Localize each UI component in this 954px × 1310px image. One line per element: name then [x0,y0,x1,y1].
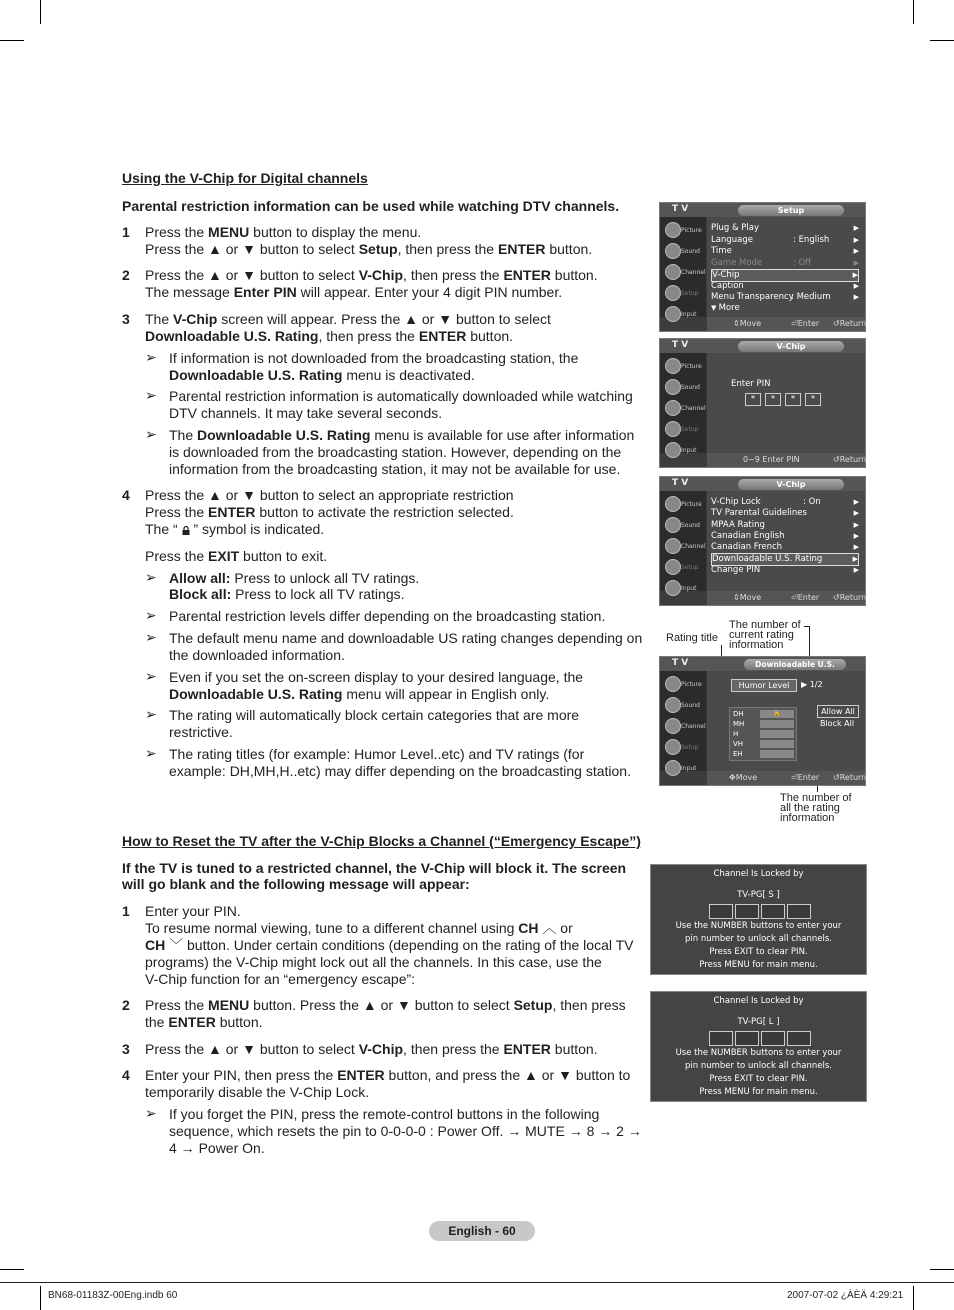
rating-cell[interactable] [760,740,794,748]
osd-side-sound[interactable]: Sound [663,242,703,260]
move-hint: ⇕ Move [733,593,762,602]
rating-title-field[interactable]: Humor Level [731,679,797,692]
locked-channel-screen [650,864,867,975]
enter-hint: ⏎ Enter [791,319,820,328]
note-text: The rating titles (for example: Humor Level..etc) and TV ratings (for [169,746,585,762]
osd-menu-item[interactable]: Language : English ▶ [711,235,859,245]
osd-menu-item-selected[interactable]: V-Chip ▶ [712,270,858,280]
picture-icon [665,358,681,374]
crop-mark [913,1286,914,1310]
footer-file: BN68-01183Z-00Eng.indb 60 [48,1290,178,1301]
osd-side-setup[interactable]: Setup [663,738,703,756]
note-text: Parental restriction levels differ depending on the broadcasting station. [169,608,606,624]
input-icon [665,442,681,458]
step-text: Press the ▲ or ▼ button to select Setup, then press the ENTER button. [145,241,593,257]
setup-icon [665,739,681,755]
return-hint: ↺ Return [833,773,867,782]
step-number: 2 [122,997,130,1013]
osd-tv-label: T V [672,204,689,214]
rating-item[interactable]: VH [733,740,744,748]
setup-icon [665,559,681,575]
rating-item[interactable]: EH [733,750,743,758]
step-text: Downloadable U.S. Rating, then press the ENTER button. [145,328,514,344]
note-text: restrictive. [169,724,233,740]
osd-side-channel[interactable]: Channel [663,399,703,417]
step-number: 1 [122,224,130,240]
rating-item[interactable]: MH [733,720,745,728]
osd-title: Downloadable U.S. [744,659,846,670]
input-icon [665,580,681,596]
step-text: The “ ” symbol is indicated. [145,521,325,537]
step-number: 4 [122,487,130,503]
osd-menu-item[interactable]: MPAA Rating ▶ [711,520,859,530]
osd-side-picture[interactable]: Picture [663,495,703,513]
step-number: 3 [122,311,130,327]
note-text: Even if you set the on-screen display to your desired language, the [169,669,584,685]
osd-pin-menu [659,338,866,468]
section-intro: will go blank and the following message will appear: [122,876,470,892]
move-hint: ✥ Move [729,773,758,782]
note-text: Downloadable U.S. Rating menu will appear in English only. [169,686,550,702]
step-text: Press the ▲ or ▼ button to select V-Chip, then press the ENTER button. [145,267,598,283]
osd-side-channel[interactable]: Channel [663,537,703,555]
osd-sidebar [660,671,706,771]
note-text: If information is not downloaded from the broadcasting station, the [169,350,579,366]
channel-icon [665,538,681,554]
note-arrow-icon: ➢ [145,629,157,645]
note-text: Allow all: Press to unlock all TV ratings. [169,570,420,586]
note-text: information from the broadcasting station, it may not be available for use. [169,461,621,477]
note-arrow-icon: ➢ [145,426,157,442]
pin-digit-box[interactable] [709,904,733,919]
lock-message: Press EXIT to clear PIN. [709,947,808,957]
callout-all-rating: The number of all the rating information [780,792,852,824]
lock-message: Use the NUMBER buttons to enter your [675,1048,842,1058]
pin-digit-box[interactable] [787,1031,811,1046]
osd-menu-item: Game Mode : Off ▶ [711,258,859,268]
osd-tv-label: T V [672,340,689,350]
osd-side-picture[interactable]: Picture [663,221,703,239]
allow-all-button[interactable]: Allow All [817,705,859,718]
note-arrow-icon: ➢ [145,349,157,365]
step-text: Enter your PIN. [145,903,241,919]
osd-side-sound[interactable]: Sound [663,378,703,396]
osd-menu-item[interactable]: ▼ More [711,303,740,313]
pin-digit-box[interactable] [761,904,785,919]
pin-hint: 0~9 Enter PIN [743,455,800,464]
osd-side-sound[interactable]: Sound [663,516,703,534]
step-text: The V-Chip screen will appear. Press the ▲ or ▼ button to select [145,311,551,327]
step-text: V-Chip function for an “emergency escape”: [145,971,416,987]
lock-message: Press MENU for main menu. [699,1087,818,1097]
step-text: the ENTER button. [145,1014,263,1030]
rating-cell[interactable] [760,730,794,738]
pin-label: Enter PIN [731,379,771,389]
note-text: is downloaded from the broadcasting station. However, depending on the [169,444,622,460]
osd-menu-item[interactable]: Menu Transparency : Medium ▶ [711,292,859,302]
rating-item[interactable]: DH [733,710,744,718]
pin-digit-box[interactable]: * [785,393,801,406]
osd-vchip-menu [659,476,866,606]
rating-item[interactable]: H [733,730,739,738]
osd-main [707,217,865,317]
lock-rating: TV-PG[ S ] [737,890,780,900]
step-text: Press the MENU button to display the menu. [145,224,422,240]
step-text: CH ﹀ button. Under certain conditions (depending on the rating of the local TV [145,937,634,953]
step-text: temporarily disable the V-Chip Lock. [145,1084,370,1100]
section-heading: Using the V-Chip for Digital channels [122,170,368,186]
input-icon [665,306,681,322]
crop-mark [930,40,954,41]
osd-title: Setup [738,205,844,216]
osd-side-input[interactable]: Input [663,759,703,777]
note-text: The rating will automatically block certain categories that are more [169,707,580,723]
osd-sidebar [660,353,706,453]
lock-message: Press MENU for main menu. [699,960,818,970]
callout-current-rating: The number of current rating information [729,619,801,651]
section-intro: If the TV is tuned to a restricted channel, the V-Chip will block it. The screen [122,860,627,876]
enter-hint: ⏎ Enter [791,593,820,602]
input-icon [665,760,681,776]
lock-message: pin number to unlock all channels. [685,1061,832,1071]
osd-footer [707,453,865,467]
lock-title: Channel Is Locked by [713,869,804,879]
chevron-down-icon: ﹀ [169,937,184,953]
picture-icon [665,496,681,512]
callout-rating-title: Rating title [666,632,718,644]
osd-menu-item[interactable]: Caption ▶ [711,281,859,291]
osd-menu-item[interactable]: TV Parental Guidelines ▶ [711,508,859,518]
sound-icon [665,697,681,713]
step-text: Press the ENTER button to activate the restriction selected. [145,504,514,520]
osd-title: V-Chip [738,479,844,490]
osd-rating-menu [659,656,866,786]
crop-mark [0,40,24,41]
footer-divider [0,1282,954,1283]
note-text: The default menu name and downloadable US rating changes depending on [169,630,643,646]
footer-date: 2007-07-02 ¿ÀÈÄ 4:29:21 [787,1290,904,1301]
note-text: sequence, which resets the pin to 0-0-0-0 : Power Off. → MUTE → 8 → 2 → [169,1123,642,1139]
page-number: English - 60 [429,1221,535,1241]
picture-icon [665,222,681,238]
note-text: Block all: Press to lock all TV ratings. [169,586,405,602]
locked-channel-screen [650,991,867,1102]
pin-digit-box[interactable]: * [765,393,781,406]
osd-footer [707,771,865,785]
lock-message: pin number to unlock all channels. [685,934,832,944]
channel-icon [665,264,681,280]
osd-side-picture[interactable]: Picture [663,357,703,375]
lock-rating: TV-PG[ L ] [737,1017,780,1027]
channel-icon [665,718,681,734]
osd-menu-item[interactable]: Plug & Play ▶ [711,223,859,233]
lock-icon[interactable]: 🔒 [760,710,794,718]
rating-cell[interactable] [760,750,794,758]
osd-side-setup[interactable]: Setup [663,420,703,438]
section-intro: Parental restriction information can be used while watching DTV channels. [122,198,620,214]
enter-hint: ⏎ Enter [791,773,820,782]
osd-header [660,339,865,353]
sound-icon [665,379,681,395]
osd-header [660,477,865,491]
osd-menu-item-selected[interactable]: Downloadable U.S. Rating ▶ [712,554,858,564]
note-arrow-icon: ➢ [145,607,157,623]
osd-header [660,203,865,217]
lock-message: Press EXIT to clear PIN. [709,1074,808,1084]
rating-cell[interactable] [760,720,794,728]
return-hint: ↺ Return [833,455,867,464]
osd-side-channel[interactable]: Channel [663,717,703,735]
osd-menu-item[interactable]: V-Chip Lock : On ▶ [711,497,859,507]
step-number: 2 [122,267,130,283]
osd-side-channel[interactable]: Channel [663,263,703,281]
note-text: DTV channels. It may take several seconds. [169,405,443,421]
pin-digit-box[interactable] [709,1031,733,1046]
return-hint: ↺ Return [833,319,867,328]
pin-digit-box[interactable] [787,904,811,919]
note-text: The Downloadable U.S. Rating menu is available for use after information [169,427,635,443]
step-number: 4 [122,1067,130,1083]
note-arrow-icon: ➢ [145,569,157,585]
step-text: Press the ▲ or ▼ button to select V-Chip, then press the ENTER button. [145,1041,598,1057]
osd-side-input[interactable]: Input [663,441,703,459]
pin-digit-box[interactable] [735,1031,759,1046]
rating-list [729,707,797,761]
osd-main [707,671,865,771]
note-text: If you forget the PIN, press the remote-control buttons in the following [169,1106,600,1122]
step-text: To resume normal viewing, tune to a different channel using CH ︿ or [145,920,573,936]
picture-icon [665,676,681,692]
channel-icon [665,400,681,416]
pin-digit-box[interactable] [735,904,759,919]
osd-sidebar [660,491,706,591]
rating-page: ▶ 1/2 [801,680,823,689]
osd-main [707,353,865,453]
osd-side-setup[interactable]: Setup [663,558,703,576]
crop-mark [40,0,41,24]
osd-side-input[interactable]: Input [663,305,703,323]
move-hint: ⇕ Move [733,319,762,328]
step-text: Press the MENU button. Press the ▲ or ▼ button to select Setup, then press [145,997,626,1013]
note-arrow-icon: ➢ [145,1105,157,1121]
note-text: the downloaded information. [169,647,345,663]
step-text: Press the EXIT button to exit. [145,548,328,564]
section-heading: How to Reset the TV after the V-Chip Blocks a Channel (“Emergency Escape”) [122,833,641,849]
lock-message: Use the NUMBER buttons to enter your [675,921,842,931]
osd-menu-item[interactable]: Canadian French ▶ [711,542,859,552]
note-arrow-icon: ➢ [145,668,157,684]
step-number: 3 [122,1041,130,1057]
crop-mark [40,1286,41,1310]
note-text: Downloadable U.S. Rating menu is deactivated. [169,367,475,383]
note-text: Parental restriction information is automatically downloaded while watching [169,388,633,404]
osd-side-setup[interactable]: Setup [663,284,703,302]
setup-icon [665,285,681,301]
osd-side-input[interactable]: Input [663,579,703,597]
osd-footer [707,317,865,331]
note-arrow-icon: ➢ [145,745,157,761]
osd-tv-label: T V [672,478,689,488]
pin-digit-box[interactable]: * [745,393,761,406]
crop-mark [913,0,914,24]
osd-main [707,491,865,591]
note-text: 4 → Power On. [169,1140,265,1156]
step-number: 1 [122,903,130,919]
lock-icon [182,522,190,531]
block-all-button[interactable]: Block All [819,719,855,728]
osd-menu-item[interactable]: Time ▶ [711,246,859,256]
osd-tv-label: T V [672,658,689,668]
sound-icon [665,243,681,259]
note-arrow-icon: ➢ [145,387,157,403]
note-arrow-icon: ➢ [145,706,157,722]
pin-digit-box[interactable]: * [805,393,821,406]
osd-menu-item[interactable]: Canadian English ▶ [711,531,859,541]
osd-sidebar [660,217,706,317]
note-text: example: DH,MH,H..etc) may differ depending on the broadcasting station. [169,763,631,779]
osd-side-picture[interactable]: Picture [663,675,703,693]
osd-title: V-Chip [738,341,844,352]
osd-side-sound[interactable]: Sound [663,696,703,714]
crop-mark [930,1269,954,1270]
lock-title: Channel Is Locked by [713,996,804,1006]
pin-digit-box[interactable] [761,1031,785,1046]
osd-setup-menu [659,202,866,332]
sound-icon [665,517,681,533]
step-text: The message Enter PIN will appear. Enter your 4 digit PIN number. [145,284,563,300]
osd-menu-item[interactable]: Change PIN ▶ [711,565,859,575]
return-hint: ↺ Return [833,593,867,602]
osd-footer [707,591,865,605]
chevron-up-icon: ︿ [542,920,557,936]
step-text: programs) the V-Chip might lock out all the channels. In this case, use the [145,954,602,970]
step-text: Press the ▲ or ▼ button to select an appropriate restriction [145,487,514,503]
setup-icon [665,421,681,437]
step-text: Enter your PIN, then press the ENTER button, and press the ▲ or ▼ button to [145,1067,631,1083]
crop-mark [0,1269,24,1270]
osd-header [660,657,865,671]
